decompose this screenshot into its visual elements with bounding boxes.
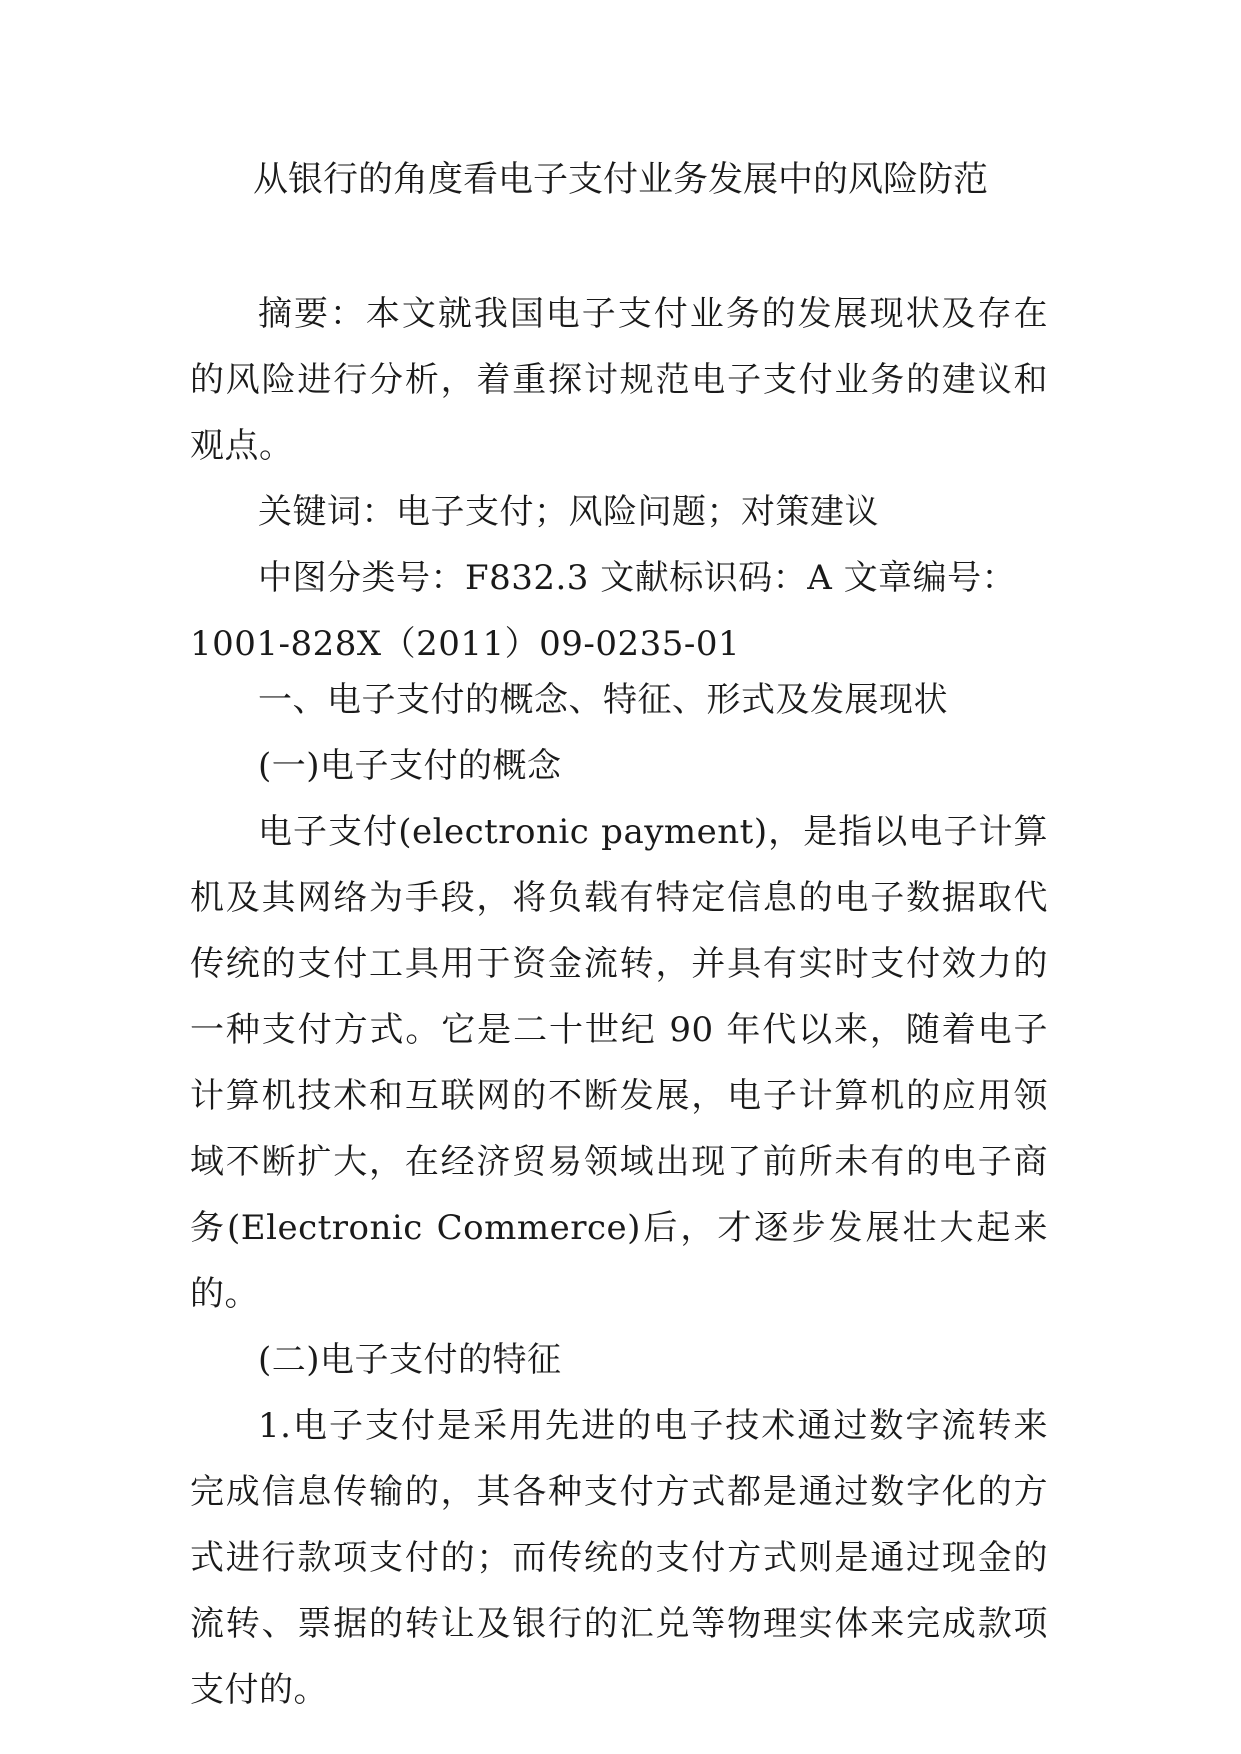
section-heading: 一、电子支付的概念、特征、形式及发展现状: [258, 680, 948, 720]
subsection-heading-concept: (一)电子支付的概念: [258, 746, 562, 786]
concept-paragraph: 电子支付(electronic payment)，是指以电子计算机及其网络为手段，将负载有特定信息的电子数据取代传统的支付工具用于资金流转，并具有实时支付效力的一种支付方式。它是二十世纪 90 年代以来，随着电子计算机技术和互联网的不断发展，电子计算机的应用领域不断扩大，在经济贸易领域出现了前所未有的电子商务(Electronic Commerce)后，才逐步发展壮大起来的。: [190, 812, 1048, 1314]
keywords-line: 关键词：电子支付；风险问题；对策建议: [258, 492, 879, 532]
abstract-paragraph: 摘要：本文就我国电子支付业务的发展现状及存在的风险进行分析，着重探讨规范电子支付业务的建议和观点。: [190, 294, 1048, 466]
article-id-line: 1001-828X（2011）09-0235-01: [190, 624, 741, 664]
feature-paragraph-1: 1.电子支付是采用先进的电子技术通过数字流转来完成信息传输的，其各种支付方式都是通过数字化的方式进行款项支付的；而传统的支付方式则是通过现金的流转、票据的转让及银行的汇兑等物理实体来完成款项支付的。: [190, 1406, 1048, 1710]
section-one: [190, 667, 1048, 1723]
subsection-heading-features: (二)电子支付的特征: [258, 1340, 562, 1380]
classification-line: 中图分类号：F832.3 文献标识码：A 文章编号：: [258, 558, 1017, 598]
front-matter: [190, 281, 1048, 677]
document-title: 从银行的角度看电子支付业务发展中的风险防范: [252, 160, 988, 200]
